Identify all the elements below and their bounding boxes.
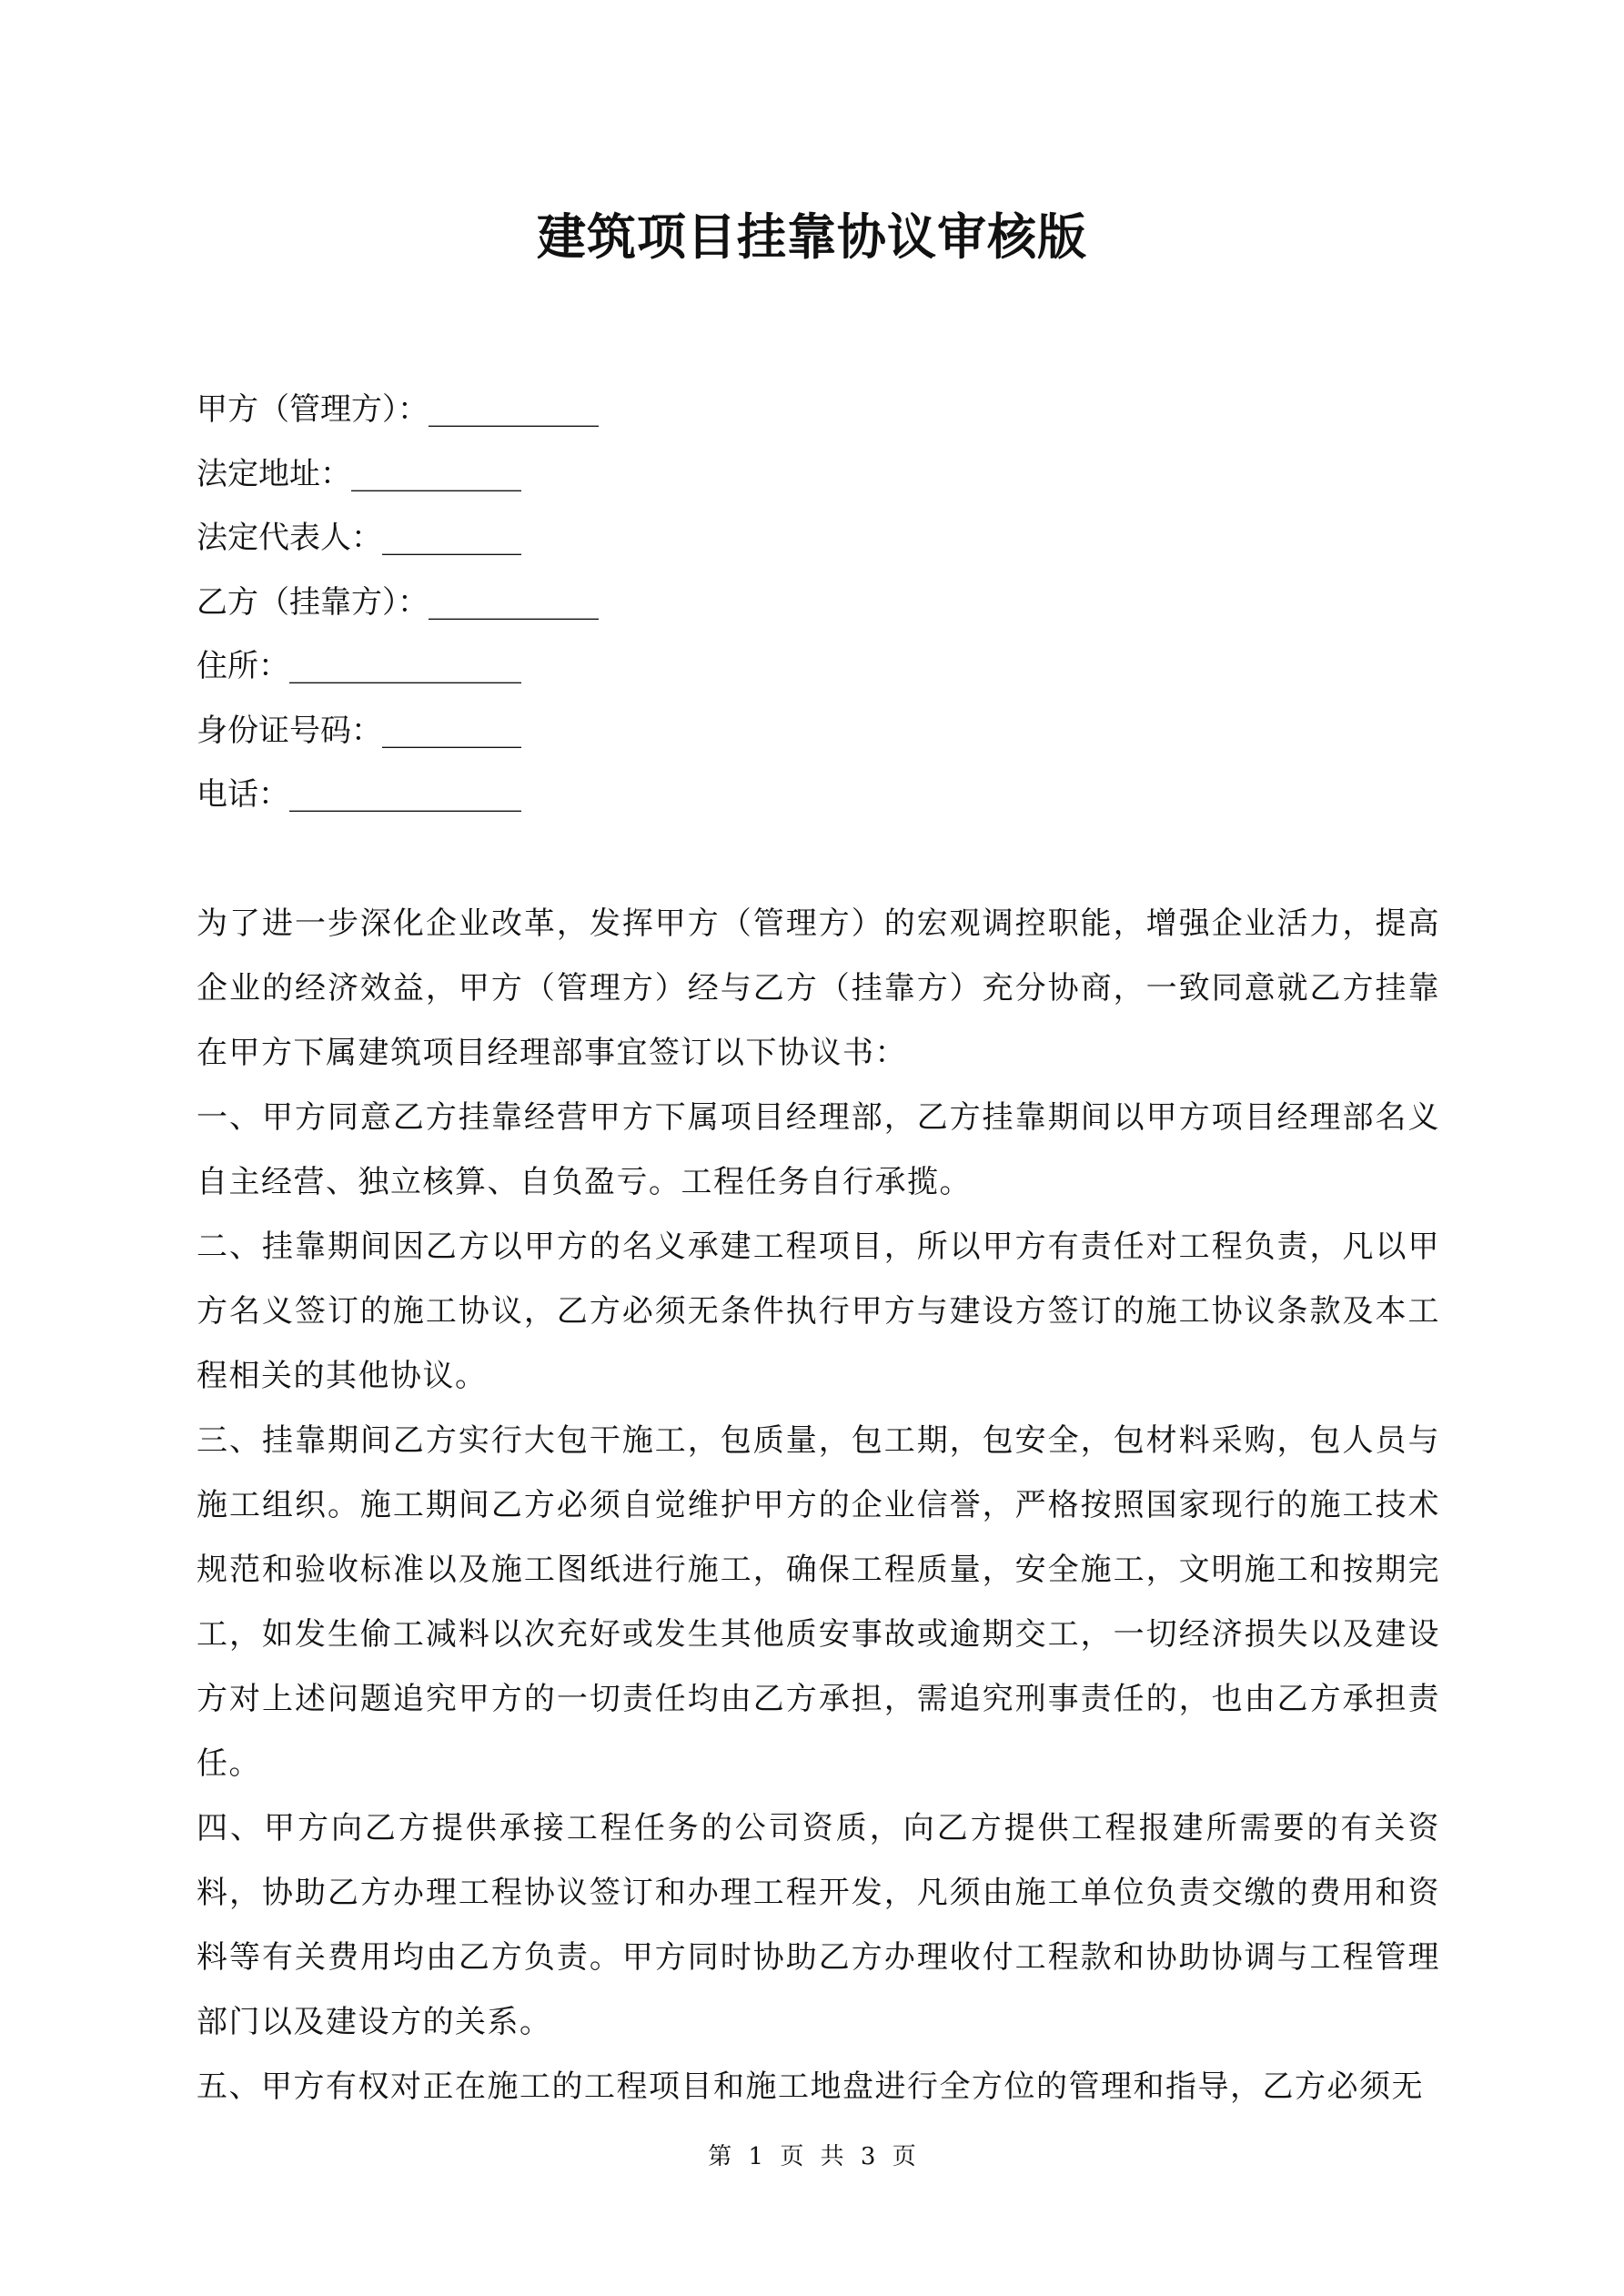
fill-in-blank: _________: [382, 712, 521, 749]
document-title: 建筑项目挂靠协议审核版: [537, 207, 1087, 266]
field-residence: [197, 634, 1470, 699]
field-label: 法定代表人：: [197, 520, 382, 556]
clause-4-paragraph: 四、甲方向乙方提供承接工程任务的公司资质，向乙方提供工程报建所需要的有关资料，协助乙方办理工程协议签订和办理工程开发，凡须由施工单位负责交缴的费用和资料等有关费用均由乙方负责。甲方同时协助乙方办理收付工程款和协助协调与工程管理部门以及建设方的关系。: [197, 1810, 1440, 2040]
fill-in-blank: _________: [382, 520, 521, 556]
field-label: 甲方（管理方）：: [197, 391, 429, 428]
clause-5-paragraph: 五、甲方有权对正在施工的工程项目和施工地盘进行全方位的管理和指导，乙方必须无: [197, 2068, 1424, 2105]
preamble-paragraph: 为了进一步深化企业改革，发挥甲方（管理方）的宏观调控职能，增强企业活力，提高企业的经济效益，甲方（管理方）经与乙方（挂靠方）充分协商，一致同意就乙方挂靠在甲方下属建筑项目经理部事宜签订以下协议书：: [197, 905, 1440, 1071]
fill-in-blank: ___________: [429, 583, 599, 621]
field-legal-representative: [197, 506, 1470, 571]
clause-2-paragraph: 二、挂靠期间因乙方以甲方的名义承建工程项目，所以甲方有责任对工程负责，凡以甲方名义签订的施工协议，乙方必须无条件执行甲方与建设方签订的施工协议条款及本工程相关的其他协议。: [197, 1229, 1440, 1394]
field-party-a: [197, 378, 1470, 442]
clause-3-paragraph: 三、挂靠期间乙方实行大包干施工，包质量，包工期，包安全，包材料采购，包人员与施工组织。施工期间乙方必须自觉维护甲方的企业信誉，严格按照国家现行的施工技术规范和验收标准以及施工图纸进行施工，确保工程质量，安全施工，文明施工和按期完工，如发生偷工减料以次充好或发生其他质安事故或逾期交工，一切经济损失以及建设方对上述问题追究甲方的一切责任均由乙方承担，需追究刑事责任的，也由乙方承担责任。: [197, 1422, 1440, 1782]
party-info-fields: [197, 378, 1470, 827]
field-label: 住所：: [197, 648, 289, 684]
fill-in-blank: _______________: [289, 648, 521, 684]
fill-in-blank: ___________: [429, 391, 599, 428]
field-label: 身份证号码：: [197, 712, 382, 749]
field-label: 法定地址：: [197, 455, 351, 492]
agreement-body: [197, 892, 1440, 2119]
clause-1-paragraph: 一、甲方同意乙方挂靠经营甲方下属项目经理部，乙方挂靠期间以甲方项目经理部名义自主经营、独立核算、自负盈亏。工程任务自行承揽。: [197, 1099, 1440, 1200]
field-label: 乙方（挂靠方）：: [197, 583, 429, 621]
fill-in-blank: _______________: [289, 776, 521, 813]
field-id-number: [197, 699, 1470, 764]
page-footer: 第 1 页 共 3 页: [708, 2143, 916, 2170]
field-phone: [197, 763, 1470, 827]
field-legal-address: [197, 442, 1470, 507]
fill-in-blank: ___________: [351, 455, 521, 492]
field-party-b: [197, 571, 1470, 635]
field-label: 电话：: [197, 776, 289, 813]
